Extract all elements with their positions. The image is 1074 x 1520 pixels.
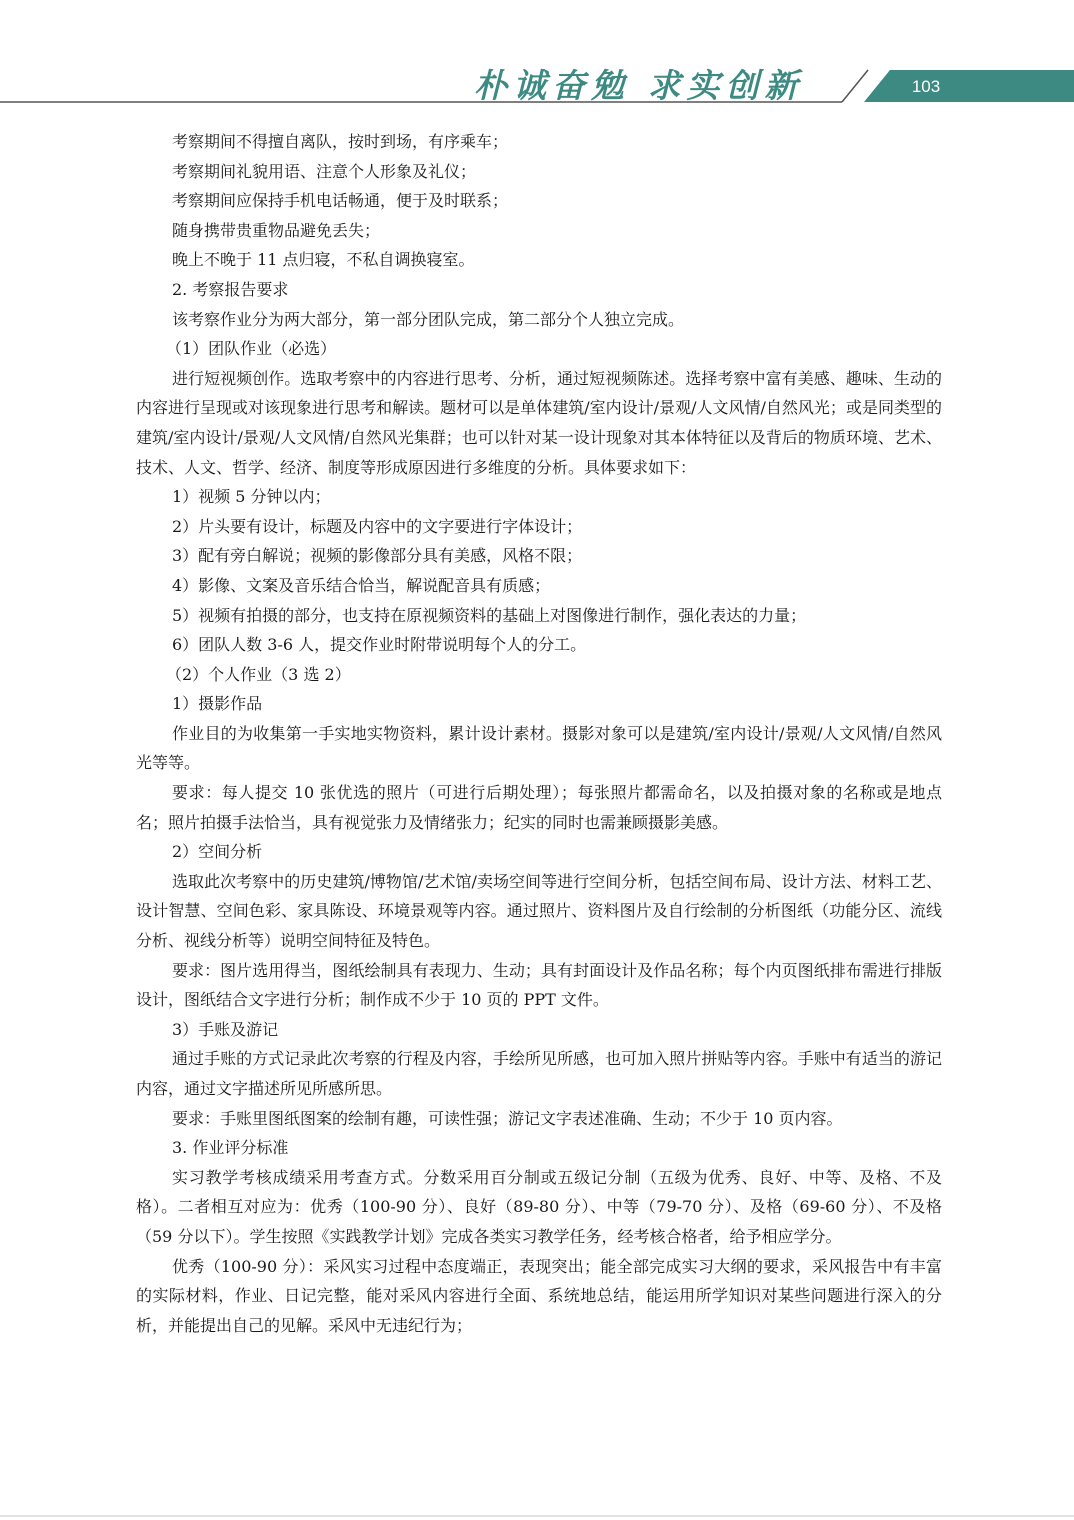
paragraph: 作业目的为收集第一手实地实物资料，累计设计素材。摄影对象可以是建筑/室内设计/景观/人文风情/自然风光等等。 [136, 723, 942, 773]
subsection-heading: （2）个人作业（3 选 2） [166, 664, 351, 684]
paragraph: 考察期间不得擅自离队，按时到场，有序乘车； [172, 132, 509, 151]
list-item: 2）片头要有设计，标题及内容中的文字要进行字体设计； [172, 516, 583, 536]
list-item: 1）视频 5 分钟以内； [172, 487, 331, 507]
section-heading: 3. 作业评分标准 [172, 1138, 289, 1158]
page-bottom-edge [0, 1515, 1074, 1517]
paragraph: 选取此次考察中的历史建筑/博物馆/艺术馆/卖场空间等进行空间分析，包括空间布局、设计方法、材料工艺、设计智慧、空间色彩、家具陈设、环境景观等内容。通过照片、资料图片及自行绘制的分析图纸（功能分区、流线分析、视线分析等）说明空间特征及特色。 [136, 871, 942, 951]
paragraph: 实习教学考核成绩采用考查方式。分数采用百分制或五级记分制（五级为优秀、良好、中等、及格、不及格）。二者相互对应为：优秀（100-90 分）、良好（89-80 分）、中等（79-70 分）、及格（69-60 分）、不及格（59 分以下）。学生按照《实践教学计划》完成各类实习教学任务，经考核合格者，给予相应学分。 [136, 1167, 942, 1246]
paragraph: 要求：图片选用得当，图纸绘制具有表现力、生动；具有封面设计及作品名称；每个内页图纸排布需进行排版设计，图纸结合文字进行分析；制作成不少于 10 页的 PPT 文件。 [136, 960, 942, 1010]
paragraph: 要求：每人提交 10 张优选的照片（可进行后期处理）；每张照片都需命名，以及拍摄对象的名称或是地点名；照片拍摄手法恰当，具有视觉张力及情绪张力；纪实的同时也需兼顾摄影美感。 [136, 783, 942, 832]
item-heading: 3）手账及游记 [172, 1019, 279, 1039]
paragraph: 进行短视频创作。选取考察中的内容进行思考、分析，通过短视频陈述。选择考察中富有美感、趣味、生动的内容进行呈现或对该现象进行思考和解读。题材可以是单体建筑/室内设计/景观/人文风情/自然风光；或是同类型的建筑/室内设计/景观/人文风情/自然风光集群；也可以针对某一设计现象对其本体特征以及背后的物质环境、艺术、技术、人文、哲学、经济、制度等形成原因进行多维度的分析。具体要求如下： [136, 368, 942, 477]
paragraph: 考察期间礼貌用语、注意个人形象及礼仪； [172, 161, 477, 181]
list-item: 3）配有旁白解说；视频的影像部分具有美感，风格不限； [172, 546, 583, 566]
item-heading: 1）摄影作品 [172, 694, 263, 714]
paragraph: 晚上不晚于 11 点归寝，不私自调换寝室。 [172, 250, 475, 270]
page-number: 103 [911, 77, 941, 96]
paragraph: 要求：手账里图纸图案的绘制有趣，可读性强；游记文字表述准确、生动；不少于 10 页内容。 [172, 1108, 843, 1128]
header-motto: 朴诚奋勉 求实创新 [474, 66, 804, 105]
list-item: 6）团队人数 3-6 人，提交作业时附带说明每个人的分工。 [172, 635, 587, 655]
paragraph: 考察期间应保持手机电话畅通，便于及时联系； [172, 191, 509, 211]
subsection-heading: （1）团队作业（必选） [166, 339, 337, 359]
list-item: 5）视频有拍摄的部分，也支持在原视频资料的基础上对图像进行制作，强化表达的力量； [172, 605, 807, 625]
paragraph: 该考察作业分为两大部分，第一部分团队完成，第二部分个人独立完成。 [172, 309, 685, 329]
paragraph: 优秀（100-90 分）：采风实习过程中态度端正，表现突出；能全部完成实习大纲的要求，采风报告中有丰富的实际材料，作业、日记完整，能对采风内容进行全面、系统地总结，能运用所学知识对某些问题进行深入的分析，并能提出自己的见解。采风中无违纪行为； [136, 1256, 942, 1335]
section-heading: 2. 考察报告要求 [172, 279, 289, 299]
paragraph: 通过手账的方式记录此次考察的行程及内容，手绘所见所感，也可加入照片拼贴等内容。手账中有适当的游记内容，通过文字描述所见所感所思。 [136, 1049, 942, 1098]
document-body [136, 127, 942, 1340]
paragraph: 随身携带贵重物品避免丢失； [172, 220, 381, 240]
page-header [0, 0, 1074, 110]
list-item: 4）影像、文案及音乐结合恰当，解说配音具有质感； [172, 575, 551, 595]
item-heading: 2）空间分析 [172, 842, 263, 862]
